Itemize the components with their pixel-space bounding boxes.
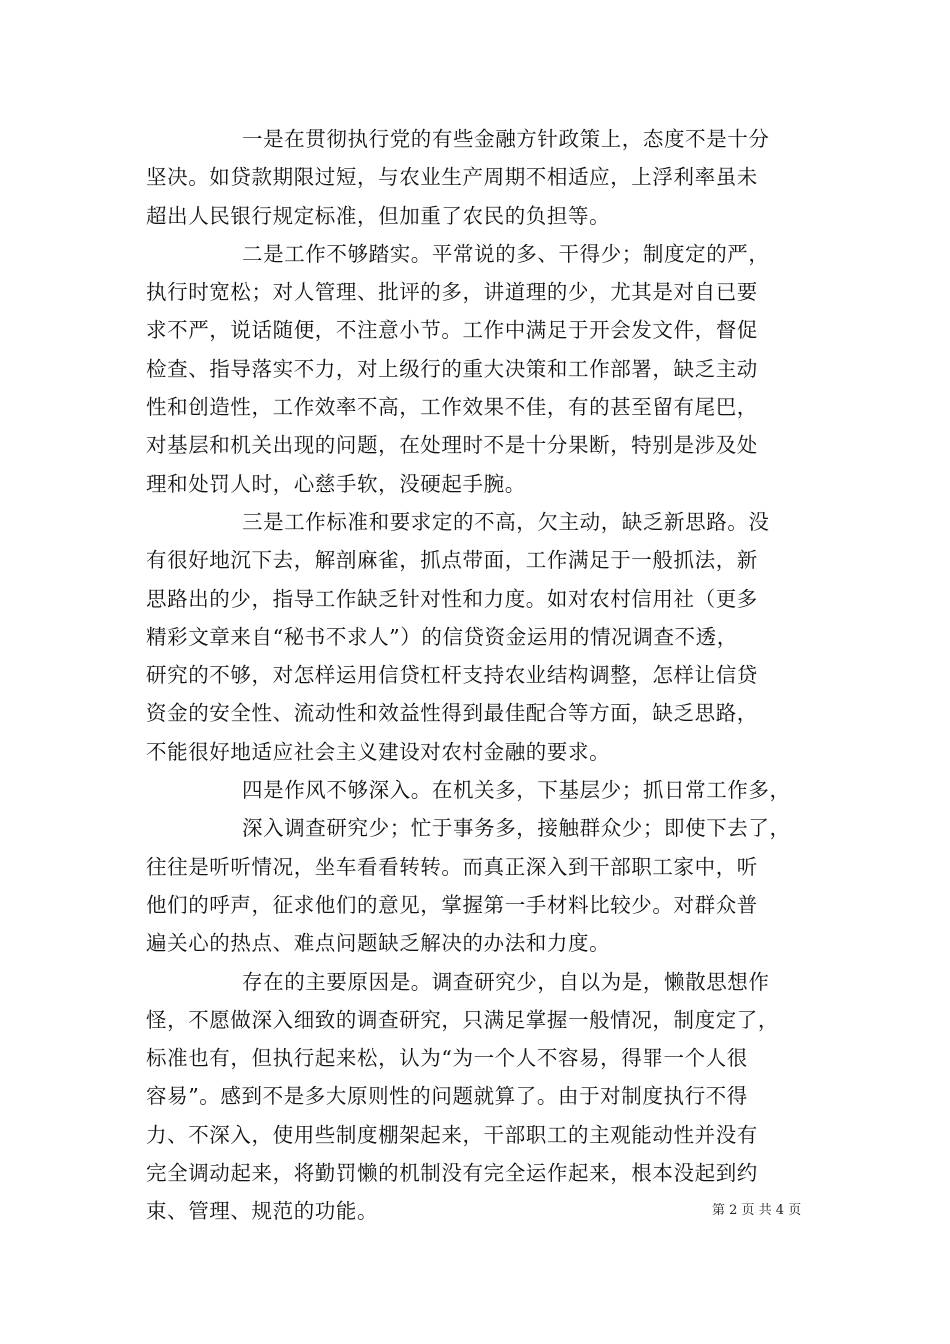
body-text [146, 120, 808, 1231]
text-line: 四是作风不够深入。在机关多，下基层少；抓日常工作多， [242, 778, 791, 803]
text-line: 有很好地沉下去，解剖麻雀，抓点带面，工作满足于一般抓法，新 [146, 548, 758, 573]
text-line: 一是在贯彻执行党的有些金融方针政策上，态度不是十分 [242, 127, 770, 151]
text-line: 精彩文章来自“秘书不求人”）的信贷资金运用的情况调查不透， [146, 624, 738, 649]
text-line: 坚决。如贷款期限过短，与农业生产周期不相适应，上浮利率虽未 [146, 165, 758, 190]
text-line: 怪，不愿做深入细致的调查研究，只满足掌握一般情况，制度定了， [146, 1007, 779, 1032]
text-line: 资金的安全性、流动性和效益性得到最佳配合等方面，缺乏思路， [146, 701, 758, 726]
text-line: 研究的不够，对怎样运用信贷杠杆支持农业结构调整，怎样让信贷 [146, 663, 758, 688]
text-line: 求不严，说话随便，不注意小节。工作中满足于开会发文件，督促 [146, 318, 758, 343]
page-number-footer: 第 2 页 共 4 页 [712, 1203, 802, 1218]
text-line: 往往是听听情况，坐车看看转转。而真正深入到干部职工家中，听 [146, 854, 758, 879]
text-line: 思路出的少，指导工作缺乏针对性和力度。如对农村信用社（更多 [146, 586, 758, 611]
text-line: 三是工作标准和要求定的不高，欠主动，缺乏新思路。没 [242, 509, 770, 534]
text-line: 存在的主要原因是。调查研究少，自以为是，懒散思想作 [242, 969, 770, 994]
text-line: 执行时宽松；对人管理、批评的多，讲道理的少，尤其是对自已要 [146, 280, 758, 305]
text-line: 容易”。感到不是多大原则性的问题就算了。由于对制度执行不得 [146, 1084, 748, 1109]
text-line: 标准也有，但执行起来松，认为“为一个人不容易，得罪一个人很 [146, 1046, 748, 1071]
text-line: 性和创造性，工作效率不高，工作效果不佳，有的甚至留有尾巴， [146, 395, 758, 420]
text-line: 超出人民银行规定标准，但加重了农民的负担等。 [146, 203, 611, 228]
text-line: 遍关心的热点、难点问题缺乏解决的办法和力度。 [146, 931, 611, 956]
text-line: 不能很好地适应社会主义建设对农村金融的要求。 [146, 739, 611, 764]
text-line: 他们的呼声，征求他们的意见，掌握第一手材料比较少。对群众普 [146, 892, 758, 917]
text-line: 对基层和机关出现的问题，在处理时不是十分果断，特别是涉及处 [146, 433, 758, 458]
text-line: 深入调查研究少；忙于事务多，接触群众少；即使下去了， [242, 816, 791, 841]
text-line: 力、不深入，使用些制度棚架起来，干部职工的主观能动性并没有 [146, 1122, 758, 1147]
text-line: 束、管理、规范的功能。 [146, 1199, 379, 1224]
text-line: 完全调动起来，将勤罚懒的机制没有完全运作起来，根本没起到约 [146, 1161, 758, 1186]
text-line: 检查、指导落实不力，对上级行的重大决策和工作部署，缺乏主动 [146, 356, 758, 381]
text-line: 理和处罚人时，心慈手软，没硬起手腕。 [146, 471, 526, 496]
text-line: 二是工作不够踏实。平常说的多、干得少；制度定的严， [242, 241, 770, 266]
